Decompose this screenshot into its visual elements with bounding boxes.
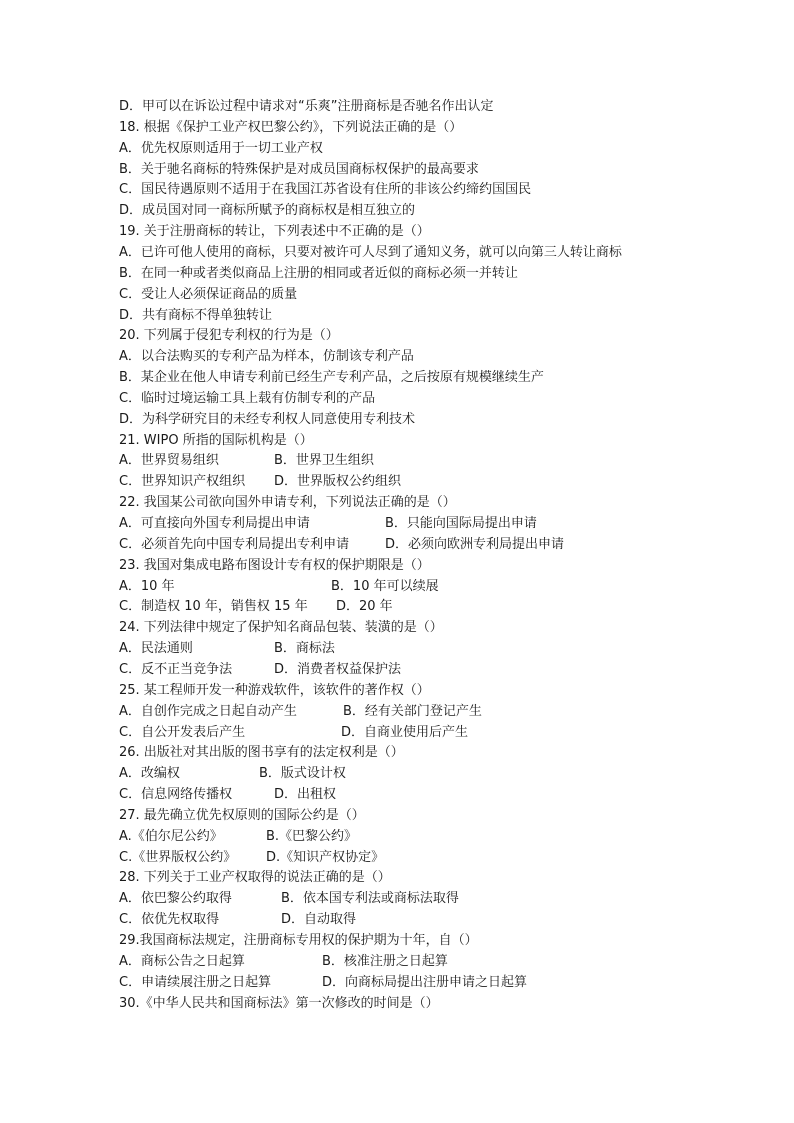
- option-text: C．世界知识产权组织: [119, 474, 246, 490]
- option-row: [119, 702, 482, 722]
- option-text: A．已许可他人使用的商标，只要对被许可人尽到了通知义务，就可以向第三人转让商标: [119, 244, 622, 260]
- option-text: B．在同一种或者类似商品上注册的相同或者近似的商标必须一并转让: [119, 265, 518, 281]
- question-text: 21. WIPO 所指的国际机构是（）: [119, 432, 313, 448]
- option-row: [119, 952, 448, 972]
- option-text: D．为科学研究目的未经专利权人同意使用专利技术: [119, 411, 416, 427]
- question-text: 19. 关于注册商标的转让，下列表述中不正确的是（）: [119, 224, 430, 240]
- option-text: D．世界版权公约组织: [274, 474, 402, 490]
- option-text: B．商标法: [274, 641, 335, 657]
- option-text: A．依巴黎公约取得: [119, 891, 232, 907]
- option-text: D．成员国对同一商标所赋予的商标权是相互独立的: [119, 203, 416, 219]
- option-text: C．受让人必须保证商品的质量: [119, 286, 298, 302]
- option-text: A．优先权原则适用于一切工业产权: [119, 140, 323, 156]
- option-row: [119, 973, 528, 993]
- option-row: [119, 785, 337, 805]
- option-text: B．世界卫生组织: [274, 453, 374, 469]
- option-row: [119, 597, 393, 617]
- option-text: B.《巴黎公约》: [266, 828, 358, 844]
- option-text: A．10 年: [119, 578, 175, 594]
- option-text: A．自创作完成之日起自动产生: [119, 703, 297, 719]
- option-row: [119, 514, 537, 534]
- option-text: A.《伯尔尼公约》: [119, 828, 223, 844]
- option-text: B．某企业在他人申请专利前已经生产专利产品，之后按原有规模继续生产: [119, 370, 544, 386]
- option-text: A．世界贸易组织: [119, 453, 219, 469]
- option-text: D．自动取得: [281, 912, 357, 928]
- option-row: [119, 577, 439, 597]
- option-row: [119, 889, 459, 909]
- option-text: D．自商业使用后产生: [341, 724, 469, 740]
- option-text: B．版式设计权: [259, 766, 346, 782]
- question-text: 29.我国商标法规定，注册商标专用权的保护期为十年，自（）: [119, 933, 478, 948]
- option-text: B．只能向国际局提出申请: [385, 516, 537, 531]
- option-row: [119, 535, 565, 555]
- question-text: 18. 根据《保护工业产权巴黎公约》，下列说法正确的是（）: [119, 119, 463, 135]
- option-text: D．共有商标不得单独转让: [119, 307, 273, 323]
- option-text: D．必须向欧洲专利局提出申请: [385, 536, 565, 552]
- option-text: D．20 年: [336, 599, 393, 615]
- option-text: B．关于驰名商标的特殊保护是对成员国商标权保护的最高要求: [119, 161, 479, 177]
- option-text: A．民法通则: [119, 641, 193, 657]
- question-text: 24. 下列法律中规定了保护知名商品包装、装潢的是（）: [119, 620, 443, 636]
- option-row: [119, 910, 357, 930]
- option-row: [119, 848, 385, 868]
- option-row: [119, 639, 335, 659]
- option-text: D．消费者权益保护法: [274, 661, 402, 677]
- question-text: 23. 我国对集成电路布图设计专有权的保护期限是（）: [119, 557, 430, 573]
- option-text: A．可直接向外国专利局提出申请: [119, 516, 310, 531]
- option-text: C．自公开发表后产生: [119, 724, 246, 740]
- option-text: B．经有关部门登记产生: [343, 703, 482, 719]
- option-row: [119, 723, 469, 743]
- question-text: 20. 下列属于侵犯专利权的行为是（）: [119, 328, 339, 344]
- question-text: 30.《中华人民共和国商标法》第一次修改的时间是（）: [119, 995, 439, 1011]
- question-text: 25. 某工程师开发一种游戏软件，该软件的著作权（）: [119, 682, 430, 698]
- option-row: [119, 764, 346, 784]
- option-text: B．依本国专利法或商标法取得: [281, 891, 459, 907]
- option-text: C．临时过境运输工具上载有仿制专利的产品: [119, 390, 376, 406]
- option-text: B．10 年可以续展: [331, 578, 439, 594]
- question-text: 27. 最先确立优先权原则的国际公约是（）: [119, 807, 365, 823]
- option-text: A．商标公告之日起算: [119, 953, 245, 969]
- option-text: D．出租权: [274, 787, 337, 803]
- option-text: C．依优先权取得: [119, 912, 220, 928]
- option-text: D．甲可以在诉讼过程中请求对“乐爽”注册商标是否驰名作出认定: [119, 99, 494, 114]
- question-text: 28. 下列关于工业产权取得的说法正确的是（）: [119, 870, 391, 886]
- option-text: D.《知识产权协定》: [266, 849, 385, 865]
- question-text: 26. 出版社对其出版的图书享有的法定权利是（）: [119, 745, 404, 761]
- option-text: C．申请续展注册之日起算: [119, 974, 272, 990]
- option-text: C．信息网络传播权: [119, 787, 233, 803]
- option-text: C．必须首先向中国专利局提出专利申请: [119, 536, 350, 552]
- option-row: [119, 451, 374, 471]
- option-text: C．国民待遇原则不适用于在我国江苏省设有住所的非该公约缔约国国民: [119, 182, 532, 198]
- question-text: 22. 我国某公司欲向国外申请专利，下列说法正确的是（）: [119, 495, 456, 511]
- option-text: C.《世界版权公约》: [119, 849, 237, 865]
- option-text: C．制造权 10 年，销售权 15 年: [119, 599, 308, 615]
- option-text: A．以合法购买的专利产品为样本，仿制该专利产品: [119, 349, 414, 365]
- option-text: C．反不正当竞争法: [119, 661, 233, 677]
- option-text: B．核准注册之日起算: [322, 953, 448, 969]
- option-row: [119, 827, 358, 847]
- option-row: [119, 472, 402, 492]
- option-text: A．改编权: [119, 766, 180, 782]
- option-text: D．向商标局提出注册申请之日起算: [322, 974, 528, 990]
- option-row: [119, 660, 402, 680]
